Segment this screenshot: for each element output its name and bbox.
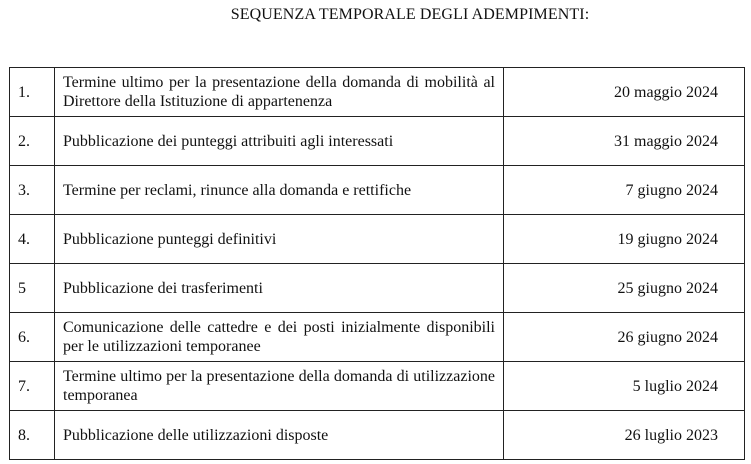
table-row	[10, 68, 745, 117]
row-number: 1.	[10, 68, 55, 117]
row-description: Pubblicazione dei punteggi attribuiti agli interessati	[55, 117, 504, 166]
row-description: Pubblicazione dei trasferimenti	[55, 264, 504, 313]
table-row	[10, 411, 745, 460]
row-date: 7 giugno 2024	[504, 166, 745, 215]
row-description: Pubblicazione punteggi definitivi	[55, 215, 504, 264]
row-date: 26 giugno 2024	[504, 313, 745, 362]
table-row	[10, 117, 745, 166]
row-description: Pubblicazione delle utilizzazioni disposte	[55, 411, 504, 460]
row-description: Termine ultimo per la presentazione della domanda di mobilità al Direttore della Istituzione di appartenenza	[55, 68, 504, 117]
table-row	[10, 362, 745, 411]
row-date: 20 maggio 2024	[504, 68, 745, 117]
document-title: SEQUENZA TEMPORALE DEGLI ADEMPIMENTI:	[230, 6, 590, 23]
row-date: 5 luglio 2024	[504, 362, 745, 411]
table-row	[10, 166, 745, 215]
row-date: 19 giugno 2024	[504, 215, 745, 264]
row-date: 25 giugno 2024	[504, 264, 745, 313]
row-number: 5	[10, 264, 55, 313]
row-number: 2.	[10, 117, 55, 166]
row-date: 26 luglio 2023	[504, 411, 745, 460]
row-description: Termine ultimo per la presentazione della domanda di utilizzazione temporanea	[55, 362, 504, 411]
row-number: 6.	[10, 313, 55, 362]
row-number: 3.	[10, 166, 55, 215]
row-number: 4.	[10, 215, 55, 264]
table-row	[10, 313, 745, 362]
table-row	[10, 215, 745, 264]
row-description: Termine per reclami, rinunce alla domanda e rettifiche	[55, 166, 504, 215]
row-number: 8.	[10, 411, 55, 460]
row-date: 31 maggio 2024	[504, 117, 745, 166]
row-description: Comunicazione delle cattedre e dei posti inizialmente disponibili per le utilizzazioni temporanee	[55, 313, 504, 362]
row-number: 7.	[10, 362, 55, 411]
schedule-table	[9, 67, 745, 460]
table-row	[10, 264, 745, 313]
